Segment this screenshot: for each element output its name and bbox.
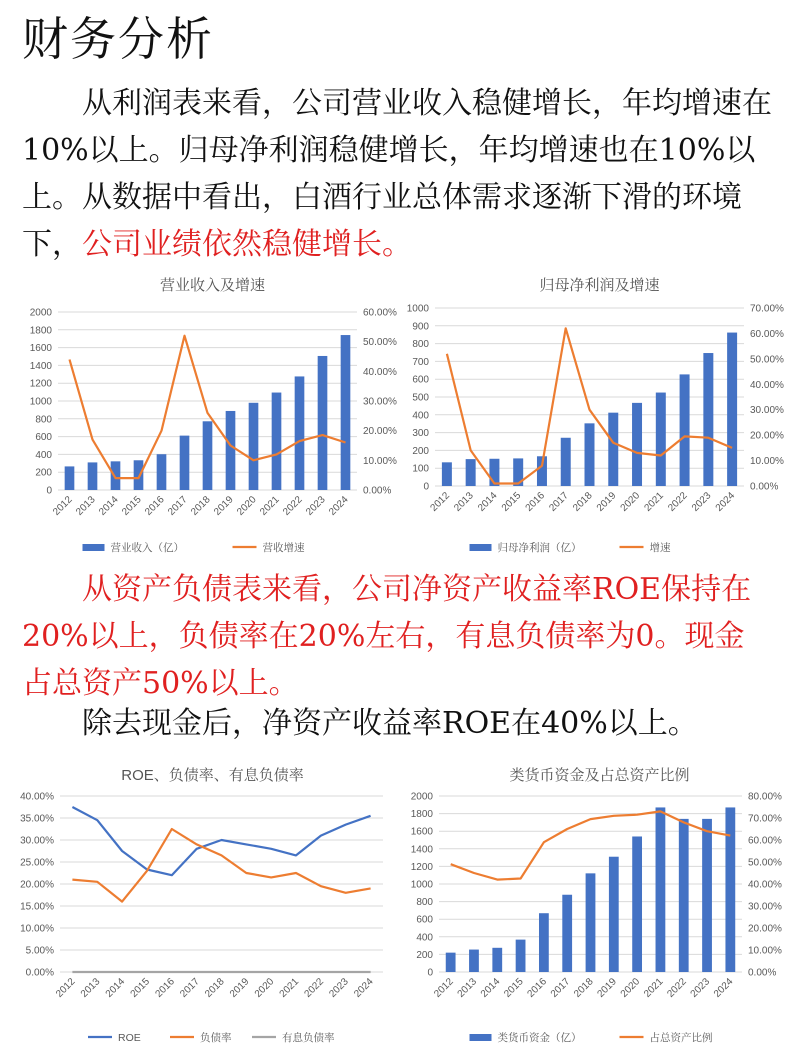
x-tick-label: 2023 bbox=[689, 490, 714, 514]
y-tick-label: 1200 bbox=[29, 378, 52, 390]
x-tick-label: 2016 bbox=[153, 976, 177, 1000]
x-tick-label: 2012 bbox=[428, 490, 453, 514]
paragraph-text: 从利润表来看，公司营业收入稳健增长，年均增速在10%以上。归母净利润稳健增长，年均增速也在10%以上。从数据中看出，白酒行业总体需求逐渐下滑的环境下， bbox=[22, 86, 772, 262]
y-tick-label: 1400 bbox=[29, 360, 52, 372]
bar bbox=[656, 393, 666, 486]
y-tick-label: 800 bbox=[416, 897, 433, 909]
y-tick-label: 1800 bbox=[29, 325, 52, 337]
bar bbox=[341, 335, 351, 490]
y-tick-label: 10.00% bbox=[20, 923, 54, 935]
bar bbox=[446, 953, 456, 972]
chart-net-profit-growth bbox=[405, 262, 794, 562]
bar bbox=[608, 413, 618, 486]
x-tick-label: 2016 bbox=[525, 976, 550, 1000]
y2-tick-label: 30.00% bbox=[750, 405, 784, 417]
bar bbox=[725, 807, 735, 972]
x-tick-label: 2017 bbox=[166, 494, 190, 518]
y2-tick-label: 30.00% bbox=[748, 901, 782, 913]
x-tick-label: 2022 bbox=[665, 976, 689, 1000]
bar bbox=[656, 807, 666, 972]
x-tick-label: 2020 bbox=[235, 494, 259, 518]
x-tick-label: 2024 bbox=[327, 494, 351, 518]
legend-label: 归母净利润（亿） bbox=[497, 542, 582, 554]
y2-tick-label: 60.00% bbox=[363, 307, 397, 319]
x-tick-label: 2021 bbox=[258, 494, 282, 518]
y2-tick-label: 50.00% bbox=[748, 857, 782, 869]
chart-svg bbox=[405, 262, 794, 562]
y-tick-label: 20.00% bbox=[20, 879, 54, 891]
legend-label: 增速 bbox=[649, 542, 671, 554]
y-tick-label: 40.00% bbox=[20, 791, 54, 803]
chart-roe-debt-ratio bbox=[20, 752, 405, 1052]
y2-tick-label: 0.00% bbox=[750, 481, 779, 493]
y-tick-label: 35.00% bbox=[20, 813, 54, 825]
y2-tick-label: 70.00% bbox=[750, 303, 784, 315]
x-tick-label: 2018 bbox=[189, 494, 213, 518]
y2-tick-label: 0.00% bbox=[748, 967, 777, 979]
x-tick-label: 2022 bbox=[666, 490, 690, 514]
legend-label: ROE bbox=[118, 1032, 141, 1044]
y-tick-label: 15.00% bbox=[20, 901, 54, 913]
x-tick-label: 2021 bbox=[642, 976, 666, 1000]
x-tick-label: 2022 bbox=[302, 976, 327, 1000]
x-tick-label: 2012 bbox=[432, 976, 456, 1000]
bar bbox=[632, 836, 642, 972]
bar bbox=[702, 819, 712, 972]
legend-label: 营收增速 bbox=[262, 542, 305, 554]
bar bbox=[632, 403, 642, 486]
bar bbox=[516, 940, 526, 972]
x-tick-label: 2020 bbox=[252, 976, 277, 1000]
x-tick-label: 2024 bbox=[713, 490, 738, 514]
y-tick-label: 800 bbox=[35, 414, 52, 426]
y2-tick-label: 50.00% bbox=[363, 337, 397, 349]
x-tick-label: 2020 bbox=[618, 976, 643, 1000]
x-tick-label: 2023 bbox=[688, 976, 713, 1000]
y-tick-label: 0 bbox=[46, 485, 52, 497]
x-tick-label: 2017 bbox=[547, 490, 571, 514]
y-tick-label: 1600 bbox=[29, 343, 52, 355]
y2-tick-label: 70.00% bbox=[748, 813, 782, 825]
y-tick-label: 0 bbox=[423, 481, 429, 493]
x-tick-label: 2012 bbox=[54, 976, 78, 1000]
y-tick-label: 1200 bbox=[410, 861, 433, 873]
bar bbox=[703, 353, 713, 486]
y-tick-label: 2000 bbox=[29, 307, 52, 319]
y2-tick-label: 40.00% bbox=[750, 379, 784, 391]
x-tick-label: 2016 bbox=[143, 494, 167, 518]
x-tick-label: 2024 bbox=[711, 976, 736, 1000]
series-line bbox=[72, 807, 370, 875]
y-tick-label: 1400 bbox=[410, 844, 433, 856]
bar bbox=[492, 948, 502, 972]
bar bbox=[272, 393, 282, 490]
x-tick-label: 2013 bbox=[452, 490, 476, 514]
x-tick-label: 2023 bbox=[304, 494, 328, 518]
y-tick-label: 400 bbox=[35, 449, 52, 461]
bar bbox=[469, 950, 479, 972]
y-tick-label: 1600 bbox=[410, 826, 433, 838]
y2-tick-label: 20.00% bbox=[750, 430, 784, 442]
x-tick-label: 2021 bbox=[277, 976, 302, 1000]
bar bbox=[65, 466, 75, 490]
x-tick-label: 2014 bbox=[476, 490, 500, 514]
bar bbox=[249, 403, 259, 490]
y2-tick-label: 50.00% bbox=[750, 354, 784, 366]
y-tick-label: 500 bbox=[412, 392, 429, 404]
bar bbox=[727, 333, 737, 486]
y-tick-label: 600 bbox=[416, 914, 433, 926]
x-tick-label: 2015 bbox=[128, 976, 153, 1000]
chart-title: 营业收入及增速 bbox=[159, 277, 266, 294]
y2-tick-label: 60.00% bbox=[748, 835, 782, 847]
paragraph-highlight: 公司业绩依然稳健增长。 bbox=[82, 227, 412, 262]
x-tick-label: 2022 bbox=[281, 494, 305, 518]
chart-cash-assets-ratio bbox=[405, 752, 794, 1052]
y2-tick-label: 10.00% bbox=[750, 456, 784, 468]
y2-tick-label: 20.00% bbox=[363, 426, 397, 438]
bar bbox=[157, 454, 167, 490]
bar bbox=[134, 460, 144, 490]
bar bbox=[609, 857, 619, 972]
x-tick-label: 2024 bbox=[352, 976, 376, 1000]
chart-revenue-growth bbox=[20, 262, 405, 562]
y2-tick-label: 10.00% bbox=[748, 945, 782, 957]
x-tick-label: 2012 bbox=[51, 494, 75, 518]
x-tick-label: 2015 bbox=[499, 490, 524, 514]
y-tick-label: 200 bbox=[412, 445, 429, 457]
bar bbox=[561, 438, 571, 486]
y-tick-label: 300 bbox=[412, 428, 429, 440]
y2-tick-label: 40.00% bbox=[748, 879, 782, 891]
x-tick-label: 2019 bbox=[212, 494, 236, 518]
paragraph-income-statement bbox=[22, 80, 772, 268]
x-tick-label: 2014 bbox=[97, 494, 121, 518]
y-tick-label: 200 bbox=[416, 949, 433, 961]
legend-swatch-bar bbox=[83, 544, 105, 551]
bar bbox=[88, 462, 98, 490]
x-tick-label: 2013 bbox=[74, 494, 98, 518]
bar bbox=[539, 913, 549, 972]
chart-title: 类货币资金及占总资产比例 bbox=[509, 767, 690, 784]
paragraph-roe-ex-cash: 除去现金后，净资产收益率ROE在40%以上。 bbox=[82, 706, 698, 741]
y-tick-label: 0 bbox=[427, 967, 433, 979]
bar bbox=[679, 819, 689, 972]
chart-svg bbox=[20, 262, 405, 562]
chart-svg bbox=[20, 752, 405, 1052]
legend-label: 营业收入（亿） bbox=[110, 542, 184, 554]
chart-title: ROE、负债率、有息负债率 bbox=[121, 767, 304, 784]
x-tick-label: 2018 bbox=[203, 976, 227, 1000]
bar bbox=[295, 376, 305, 490]
x-tick-label: 2014 bbox=[103, 976, 128, 1000]
bar bbox=[203, 421, 213, 490]
legend-label: 有息负债率 bbox=[282, 1032, 335, 1044]
y-tick-label: 1800 bbox=[410, 809, 433, 821]
x-tick-label: 2017 bbox=[548, 976, 573, 1000]
bar bbox=[180, 436, 190, 490]
x-tick-label: 2018 bbox=[571, 490, 595, 514]
y-tick-label: 30.00% bbox=[20, 835, 54, 847]
y-tick-label: 700 bbox=[412, 356, 429, 368]
x-tick-label: 2015 bbox=[120, 494, 144, 518]
y-tick-label: 25.00% bbox=[20, 857, 54, 869]
bar bbox=[318, 356, 328, 490]
legend-label: 负债率 bbox=[200, 1032, 232, 1044]
x-tick-label: 2019 bbox=[594, 490, 619, 514]
x-tick-label: 2023 bbox=[327, 976, 351, 1000]
bar bbox=[586, 873, 596, 972]
y2-tick-label: 40.00% bbox=[363, 366, 397, 378]
y2-tick-label: 60.00% bbox=[750, 328, 784, 340]
y-tick-label: 600 bbox=[35, 432, 52, 444]
legend-swatch-bar bbox=[470, 1034, 492, 1041]
bar bbox=[466, 459, 476, 486]
bar bbox=[585, 423, 595, 486]
y2-tick-label: 80.00% bbox=[748, 791, 782, 803]
bar bbox=[111, 461, 121, 490]
x-tick-label: 2017 bbox=[178, 976, 202, 1000]
legend-label: 类货币资金（亿） bbox=[497, 1032, 582, 1044]
y2-tick-label: 0.00% bbox=[363, 485, 392, 497]
x-tick-label: 2019 bbox=[595, 976, 619, 1000]
paragraph-balance-sheet: 从资产负债表来看，公司净资产收益率ROE保持在20%以上，负债率在20%左右，有息负债率为0。现金占总资产50%以上。 bbox=[22, 572, 752, 701]
legend-label: 占总资产比例 bbox=[649, 1032, 713, 1044]
x-tick-label: 2018 bbox=[572, 976, 596, 1000]
y-tick-label: 1000 bbox=[406, 303, 429, 315]
x-tick-label: 2019 bbox=[227, 976, 252, 1000]
y-tick-label: 200 bbox=[35, 467, 52, 479]
x-tick-label: 2015 bbox=[502, 976, 526, 1000]
x-tick-label: 2020 bbox=[618, 490, 643, 514]
y-tick-label: 0.00% bbox=[25, 967, 54, 979]
legend-swatch-bar bbox=[470, 544, 492, 551]
y-tick-label: 1000 bbox=[29, 396, 52, 408]
bar bbox=[226, 411, 236, 490]
y-tick-label: 800 bbox=[412, 339, 429, 351]
x-tick-label: 2013 bbox=[78, 976, 103, 1000]
x-tick-label: 2014 bbox=[478, 976, 503, 1000]
y2-tick-label: 20.00% bbox=[748, 923, 782, 935]
y2-tick-label: 10.00% bbox=[363, 455, 397, 467]
y-tick-label: 600 bbox=[412, 374, 429, 386]
y-tick-label: 900 bbox=[412, 321, 429, 333]
y-tick-label: 1000 bbox=[410, 879, 433, 891]
chart-svg bbox=[405, 752, 794, 1052]
bar bbox=[562, 895, 572, 972]
x-tick-label: 2016 bbox=[523, 490, 548, 514]
y2-tick-label: 30.00% bbox=[363, 396, 397, 408]
y-tick-label: 400 bbox=[416, 932, 433, 944]
x-tick-label: 2021 bbox=[642, 490, 666, 514]
x-tick-label: 2013 bbox=[455, 976, 480, 1000]
y-tick-label: 2000 bbox=[410, 791, 433, 803]
chart-title: 归母净利润及增速 bbox=[539, 277, 660, 294]
bar bbox=[442, 462, 452, 486]
page-title: 财务分析 bbox=[22, 12, 214, 66]
y-tick-label: 400 bbox=[412, 410, 429, 422]
y-tick-label: 5.00% bbox=[25, 945, 54, 957]
y-tick-label: 100 bbox=[412, 463, 429, 475]
bar bbox=[680, 374, 690, 486]
